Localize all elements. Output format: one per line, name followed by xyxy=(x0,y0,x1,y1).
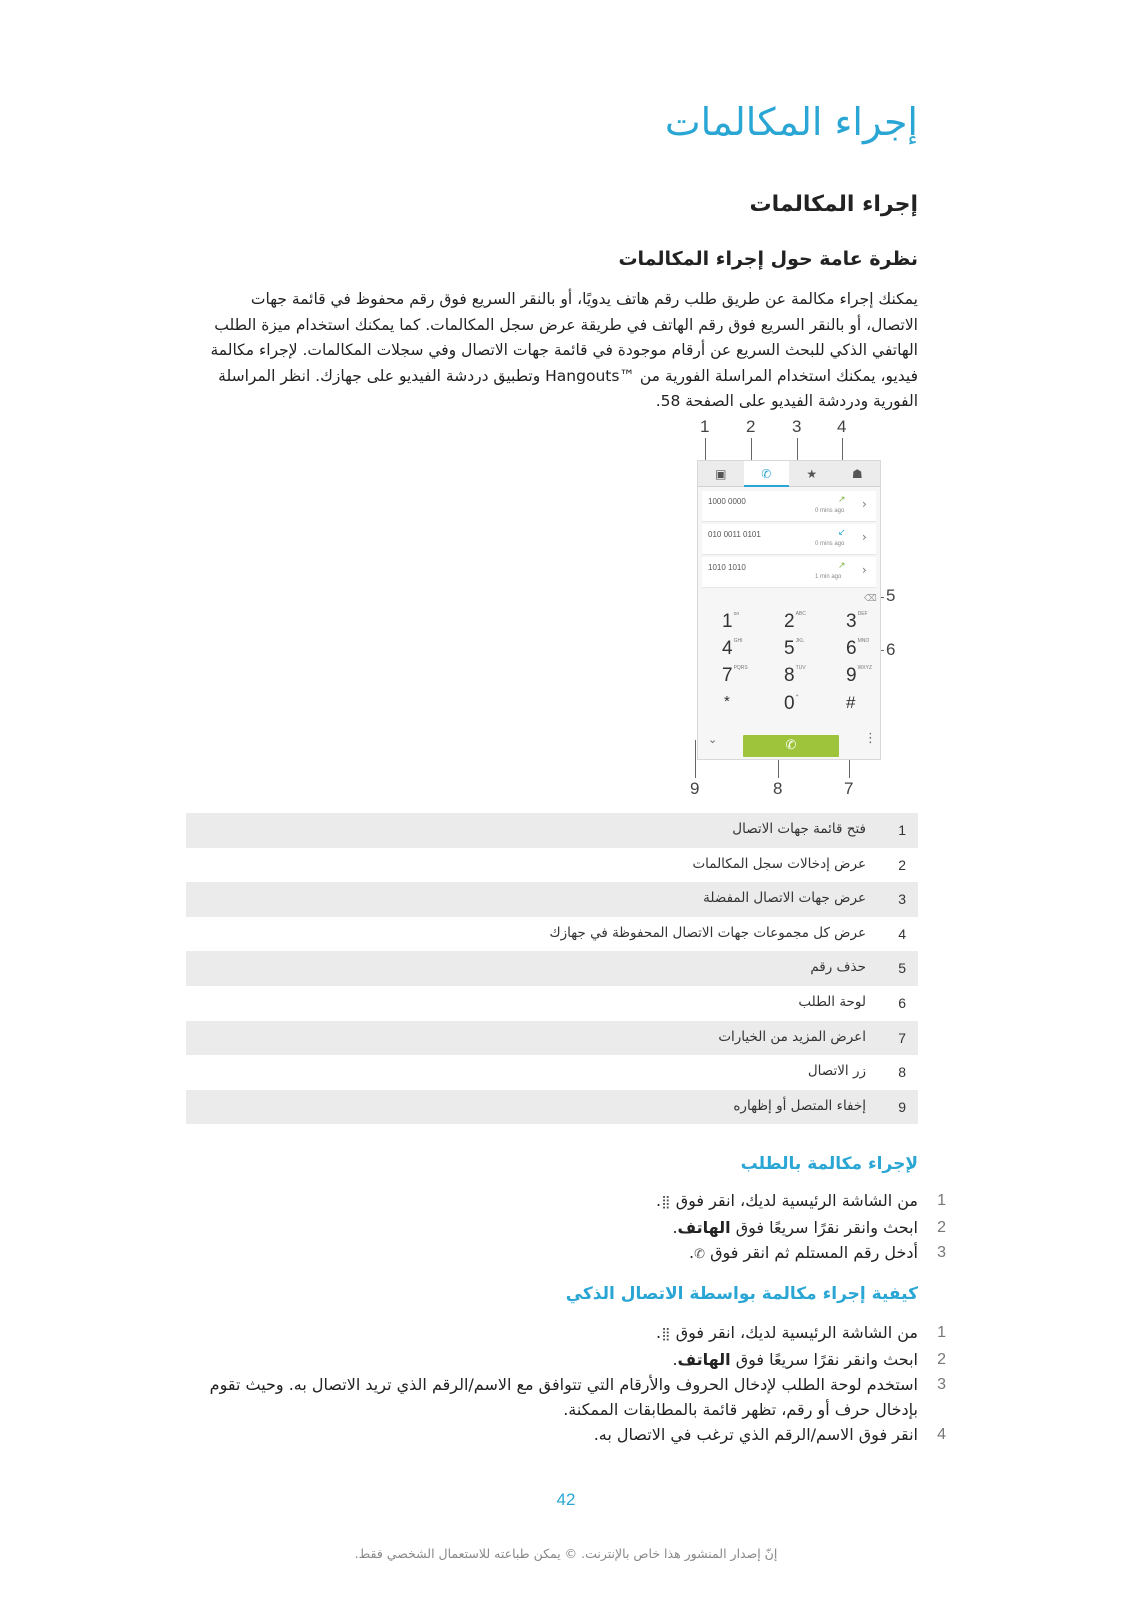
list-item: 4 انقر فوق الاسم/الرقم الذي ترغب في الاتصال به. xyxy=(593,1425,946,1444)
dialpad-key-9[interactable]: $9^{WXYZ}$ xyxy=(846,665,873,686)
list-item: 1 من الشاشة الرئيسية لديك، انقر فوق ⣿. xyxy=(656,1191,946,1210)
table-row: 4 عرض كل مجموعات جهات الاتصال المحفوظة في جهازك xyxy=(549,924,906,942)
table-row: 5 حذف رقم xyxy=(186,951,918,986)
callout-2: 2 xyxy=(746,417,756,436)
callout-8: 8 xyxy=(773,779,783,798)
call-log-number: 1010 1010 xyxy=(708,563,746,572)
leader-line-2 xyxy=(751,438,752,462)
dialpad-key-5[interactable]: $5^{JKL}$ xyxy=(784,638,805,659)
table-row: 7 اعرض المزيد من الخيارات xyxy=(186,1021,918,1056)
list-item: 2 ابحث وانقر نقرًا سريعًا فوق الهاتف. xyxy=(672,1218,946,1237)
leader-line-1 xyxy=(705,438,706,462)
phone-icon: ✆ xyxy=(785,738,797,753)
subsection-title: نظرة عامة حول إجراء المكالمات xyxy=(618,248,918,270)
task-title-smart-dial: كيفية إجراء مكالمة بواسطة الاتصال الذكي xyxy=(565,1284,918,1304)
dialpad-key-2[interactable]: $2^{ABC}$ xyxy=(784,611,806,632)
footer-note: إنّ إصدار المنشور هذا خاص بالإنترنت. © يمكن طباعته للاستعمال الشخصي فقط. xyxy=(354,1546,778,1561)
dialpad-key-6[interactable]: $6^{MNO}$ xyxy=(846,638,870,659)
call-log-time: 1 min ago xyxy=(815,574,842,580)
app-grid-icon: ⣿ xyxy=(661,1327,671,1342)
dialpad-key-3[interactable]: $3^{DEF}$ xyxy=(846,611,868,632)
leader-line-3 xyxy=(797,438,798,462)
app-grid-icon: ⣿ xyxy=(661,1195,671,1210)
dialpad-key-7[interactable]: $7^{PQRS}$ xyxy=(722,665,748,686)
section-title: إجراء المكالمات xyxy=(749,192,918,217)
chevron-down-icon[interactable]: ⌄ xyxy=(708,733,718,746)
chapter-title: إجراء المكالمات xyxy=(664,100,918,144)
outgoing-call-icon: ↗ xyxy=(838,495,846,505)
task-steps-dial-call xyxy=(186,1188,946,1267)
list-item: 2 ابحث وانقر نقرًا سريعًا فوق الهاتف. xyxy=(672,1350,946,1369)
chevron-right-icon[interactable]: › xyxy=(862,497,867,511)
groups-tab-icon[interactable]: ☗ xyxy=(851,467,863,481)
task-title-dial-call: لإجراء مكالمة بالطلب xyxy=(740,1154,918,1174)
more-options-icon[interactable]: ⋮ xyxy=(864,731,877,746)
legend-table xyxy=(186,813,918,1124)
phone-dialer-illustration xyxy=(680,412,940,802)
table-row: 8 زر الاتصال xyxy=(807,1063,906,1081)
call-log-row[interactable] xyxy=(702,524,876,555)
callout-6: 6 xyxy=(886,640,896,659)
backspace-icon[interactable]: ⌫ xyxy=(864,594,877,604)
page-number: 42 xyxy=(556,1490,576,1509)
dialpad-key-0[interactable]: 0+ xyxy=(784,693,799,714)
phone-screen xyxy=(697,460,881,760)
phone-tab-icon[interactable]: ✆ xyxy=(744,461,790,487)
call-log-row[interactable] xyxy=(702,491,876,522)
callout-3: 3 xyxy=(792,417,802,436)
dialpad-key-1[interactable]: $1^{oo}$ xyxy=(722,611,740,632)
outgoing-call-icon: ↗ xyxy=(838,561,846,571)
table-row: 9 إخفاء المتصل أو إظهاره xyxy=(186,1090,918,1125)
call-log-row[interactable] xyxy=(702,557,876,588)
callout-7: 7 xyxy=(844,779,854,798)
dialpad-key-4[interactable]: $4^{GHI}$ xyxy=(722,638,743,659)
table-row: 2 عرض إدخالات سجل المكالمات xyxy=(692,855,906,873)
callout-1: 1 xyxy=(700,417,710,436)
table-row: 1 فتح قائمة جهات الاتصال xyxy=(186,813,918,848)
call-log-time: 0 mins ago xyxy=(815,508,845,514)
leader-line-4 xyxy=(842,438,843,462)
dialpad-key-hash[interactable]: # xyxy=(846,693,856,712)
task-steps-smart-dial xyxy=(186,1320,946,1447)
list-item: 3 أدخل رقم المستلم ثم انقر فوق ✆. xyxy=(689,1243,946,1262)
table-row: 3 عرض جهات الاتصال المفضلة xyxy=(186,882,918,917)
dialer-tabs xyxy=(698,461,880,487)
callout-5: 5 xyxy=(886,586,896,605)
list-item: 3 استخدم لوحة الطلب لإدخال الحروف والأرقام التي تتوافق مع الاسم/الرقم الذي تريد الاتصال به. وحيث تقوم بإدخال حرف أو رقم، تظهر قائمة بالمطابقات الممكنة. xyxy=(209,1375,946,1419)
intro-paragraph: يمكنك إجراء مكالمة عن طريق طلب رقم هاتف يدويًا، أو بالنقر السريع فوق رقم محفوظ في قائمة جهات الاتصال، أو بالنقر السريع فوق رقم الهاتف في طريقة عرض سجل المكالمات. كما يمكنك استخدام ميزة الطلب الهاتفي الذكي للبحث السريع عن أرقام موجودة في قائمة جهات الاتصال وفي سجلات المكالمات. لإجراء مكالمة فيديو، يمكنك استخدام المراسلة الفورية من ™Hangouts وتطبيق دردشة الفيديو على جهازك. انظر المراسلة الفورية ودردشة الفيديو على الصفحة 58. xyxy=(210,290,918,410)
favorites-tab-icon[interactable]: ★ xyxy=(806,467,818,481)
contacts-tab-icon[interactable]: ▣ xyxy=(715,467,727,481)
call-log-number: 1000 0000 xyxy=(708,497,746,506)
call-log-number: 010 0011 0101 xyxy=(708,530,761,539)
phone-icon: ✆ xyxy=(694,1247,706,1262)
call-button[interactable] xyxy=(743,735,839,757)
chevron-right-icon[interactable]: › xyxy=(862,530,867,544)
dialpad-key-8[interactable]: $8^{TUV}$ xyxy=(784,665,806,686)
dialpad-key-star[interactable]: * xyxy=(724,693,730,710)
callout-4: 4 xyxy=(837,417,847,436)
incoming-call-icon: ↙ xyxy=(838,528,846,538)
list-item: 1 من الشاشة الرئيسية لديك، انقر فوق ⣿. xyxy=(656,1323,946,1342)
table-row: 6 لوحة الطلب xyxy=(798,993,906,1011)
call-log-time: 0 mins ago xyxy=(815,541,845,547)
chevron-right-icon[interactable]: › xyxy=(862,563,867,577)
leader-line-9 xyxy=(695,740,696,778)
callout-9: 9 xyxy=(690,779,700,798)
